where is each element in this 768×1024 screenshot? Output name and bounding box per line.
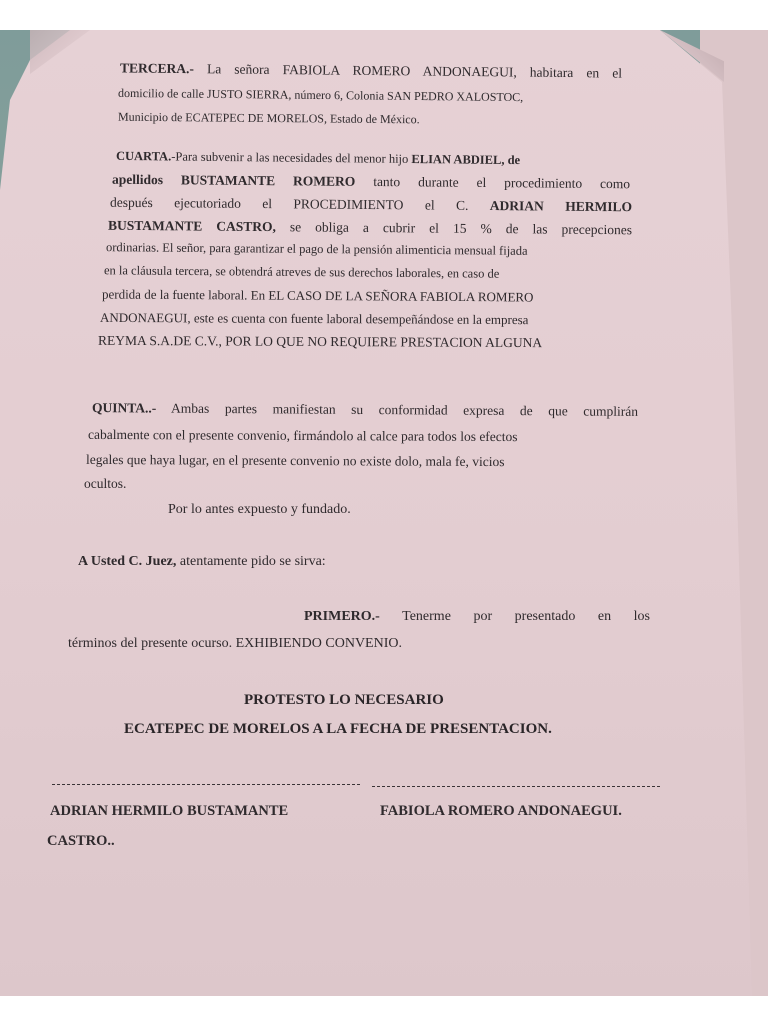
cuarta-label: CUARTA. [115, 148, 172, 164]
quinta-line-1: QUINTA..- Ambas partes manifiestan su conformidad expresa de que cumplirán [91, 400, 639, 419]
signature-name-right: FABIOLA ROMERO ANDONAEGUI. [380, 803, 622, 819]
protesto-heading: PROTESTO LO NECESARIO [244, 692, 444, 708]
cuarta-line-4: BUSTAMANTE CASTRO, se obliga a cubrir el 15 % de las precepciones [107, 217, 633, 238]
cuarta-line-2: apellidos BUSTAMANTE ROMERO tanto durante el procedimiento como [111, 171, 631, 192]
primero-label: PRIMERO.- [304, 609, 380, 624]
cuarta-line-3: después ejecutoriado el PROCEDIMIENTO el C. ADRIAN HERMILO [109, 194, 633, 215]
primero-line-2: términos del presente ocurso. EXHIBIENDO CONVENIO. [68, 636, 402, 651]
tercera-line-1: TERCERA.- La señora FABIOLA ROMERO ANDONAEGUI, habitara en el [119, 60, 623, 81]
signature-line-right [372, 786, 660, 787]
tercera-line-3: Municipio de ECATEPEC DE MORELOS, Estado de México. [117, 109, 420, 127]
signature-name-left-1: ADRIAN HERMILO BUSTAMANTE [50, 803, 289, 819]
tercera-label: TERCERA.- [119, 60, 194, 77]
tercera-line-2: domicilio de calle JUSTO SIERRA, número 6, Colonia SAN PEDRO XALOSTOC, [117, 85, 524, 105]
cuarta-line-1: CUARTA.-Para subvenir a las necesidades del menor hijo ELIAN ABDIEL, de [115, 148, 521, 168]
quinta-line-2: cabalmente con el presente convenio, firmándolo al calce para todos los efectos [87, 426, 518, 445]
primero-line-1: PRIMERO.- Tenerme por presentado en los [304, 609, 650, 624]
cuarta-line-7: perdida de la fuente laboral. En EL CASO DE LA SEÑORA FABIOLA ROMERO [101, 286, 534, 305]
expuesto-line: Por lo antes expuesto y fundado. [168, 502, 351, 517]
quinta-label: QUINTA..- [91, 400, 157, 416]
cuarta-line-6: en la cláusula tercera, se obtendrá atreves de sus derechos laborales, en caso de [103, 263, 500, 281]
cuarta-line-8: ANDONAEGUI, este es cuenta con fuente laboral desempeñándose en la empresa [99, 309, 529, 328]
cuarta-line-9: REYMA S.A.DE C.V., POR LO QUE NO REQUIERE PRESTACION ALGUNA [97, 332, 543, 351]
signature-name-left-2: CASTRO.. [47, 833, 115, 849]
usted-line: A Usted C. Juez, atentamente pido se sirva: [78, 554, 326, 569]
signature-line-left [52, 784, 360, 785]
quinta-line-3: legales que haya lugar, en el presente convenio no existe dolo, mala fe, vicios [85, 451, 505, 470]
cuarta-line-5: ordinarias. El señor, para garantizar el pago de la pensión alimenticia mensual fijada [105, 240, 528, 258]
quinta-line-4: ocultos. [84, 476, 127, 491]
place-date-heading: ECATEPEC DE MORELOS A LA FECHA DE PRESENTACION. [124, 721, 552, 737]
